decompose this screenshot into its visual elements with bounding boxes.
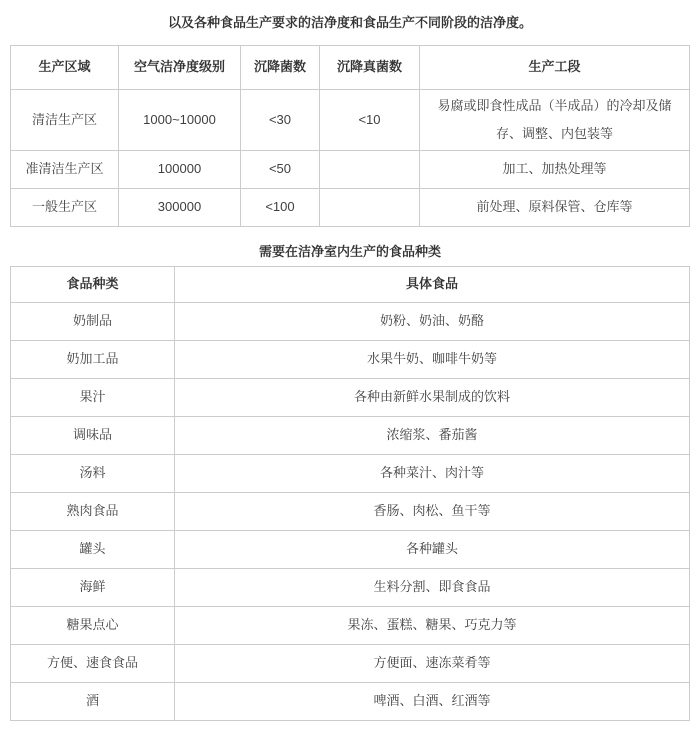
table-cell: 300000: [119, 188, 241, 226]
cleanliness-table: [10, 45, 690, 227]
table-cell: [320, 188, 420, 226]
table-cell: <100: [241, 188, 320, 226]
header-cell-production-area: 生产区域: [11, 46, 119, 90]
table-cell: <50: [241, 150, 320, 188]
table-cell: 奶制品: [11, 302, 175, 340]
table-cell: 海鲜: [11, 568, 175, 606]
table-cell: 果冻、蛋糕、糖果、巧克力等: [175, 606, 690, 644]
table-cell: 熟肉食品: [11, 492, 175, 530]
table-cell: 易腐或即食性成品（半成品）的冷却及储存、调整、内包装等: [420, 90, 690, 151]
table-cell: 啤酒、白酒、红酒等: [175, 682, 690, 720]
table-row: [11, 492, 690, 530]
cleanliness-table-header-row: [11, 46, 690, 90]
table-cell: 汤料: [11, 454, 175, 492]
table-row: [11, 188, 690, 226]
header-cell-settled-fungi-count: 沉降真菌数: [320, 46, 420, 90]
table-row: [11, 568, 690, 606]
table-cell: 浓缩浆、番茄酱: [175, 416, 690, 454]
table-row: [11, 606, 690, 644]
table-cell: 1000~10000: [119, 90, 241, 151]
table-cell: 加工、加热处理等: [420, 150, 690, 188]
food-types-table: [10, 266, 690, 721]
table-cell: 清洁生产区: [11, 90, 119, 151]
table-cell: <30: [241, 90, 320, 151]
header-cell-food-type: 食品种类: [11, 266, 175, 302]
header-cell-production-stage: 生产工段: [420, 46, 690, 90]
table-cell: 各种由新鲜水果制成的饮料: [175, 378, 690, 416]
table-cell: 香肠、肉松、鱼干等: [175, 492, 690, 530]
table-row: [11, 340, 690, 378]
table-row: [11, 90, 690, 151]
table-row: [11, 530, 690, 568]
table-cell: 奶粉、奶油、奶酪: [175, 302, 690, 340]
table-row: [11, 416, 690, 454]
table-cell: 各种菜汁、肉汁等: [175, 454, 690, 492]
food-table-header-row: [11, 266, 690, 302]
table-cell: 方便面、速冻菜肴等: [175, 644, 690, 682]
table-cell: <10: [320, 90, 420, 151]
table-cell: 罐头: [11, 530, 175, 568]
table-row: [11, 454, 690, 492]
food-table-title: 需要在洁净室内生产的食品种类: [258, 243, 441, 259]
table-row: [11, 644, 690, 682]
table-cell: 糖果点心: [11, 606, 175, 644]
header-cell-settled-bacteria-count: 沉降菌数: [241, 46, 320, 90]
table-cell: 酒: [11, 682, 175, 720]
table-cell: 果汁: [11, 378, 175, 416]
table-cell: [320, 150, 420, 188]
table-cell: 调味品: [11, 416, 175, 454]
table-cell: 前处理、原料保管、仓库等: [420, 188, 690, 226]
table-row: [11, 302, 690, 340]
table-cell: 方便、速食食品: [11, 644, 175, 682]
table-row: [11, 682, 690, 720]
table-row: [11, 150, 690, 188]
header-cell-specific-food: 具体食品: [175, 266, 690, 302]
table-cell: 一般生产区: [11, 188, 119, 226]
header-cell-air-cleanliness-level: 空气洁净度级别: [119, 46, 241, 90]
table-cell: 准清洁生产区: [11, 150, 119, 188]
table-cell: 各种罐头: [175, 530, 690, 568]
table-cell: 100000: [119, 150, 241, 188]
table-cell: 水果牛奶、咖啡牛奶等: [175, 340, 690, 378]
table-row: [11, 378, 690, 416]
intro-title: 以及各种食品生产要求的洁净度和食品生产不同阶段的洁净度。: [167, 15, 532, 30]
table-cell: 生料分割、即食食品: [175, 568, 690, 606]
table-cell: 奶加工品: [11, 340, 175, 378]
